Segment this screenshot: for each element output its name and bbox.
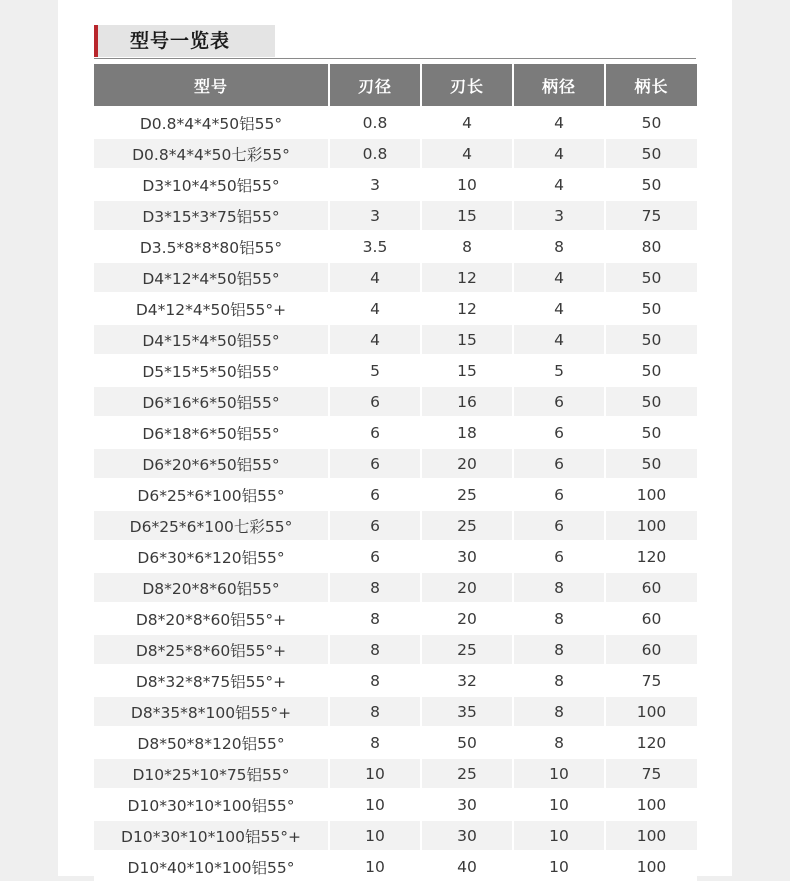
cell-model: D3*15*3*75铝55°	[94, 200, 329, 231]
cell-blade-length: 32	[421, 665, 513, 696]
cell-shank-diameter: 4	[513, 169, 605, 200]
cell-model: D3.5*8*8*80铝55°	[94, 231, 329, 262]
cell-blade-length: 35	[421, 696, 513, 727]
cell-blade-length: 18	[421, 417, 513, 448]
cell-blade-diameter: 10	[329, 820, 421, 851]
cell-blade-length: 25	[421, 510, 513, 541]
table-row	[94, 603, 697, 634]
cell-blade-diameter: 3	[329, 200, 421, 231]
cell-model: D4*12*4*50铝55°+	[94, 293, 329, 324]
table-row	[94, 541, 697, 572]
cell-shank-length: 100	[605, 789, 697, 820]
cell-shank-length: 50	[605, 324, 697, 355]
cell-shank-diameter: 3	[513, 200, 605, 231]
table-header-row	[94, 64, 697, 107]
cell-blade-length: 25	[421, 758, 513, 789]
cell-shank-diameter: 4	[513, 293, 605, 324]
cell-shank-length: 100	[605, 479, 697, 510]
cell-blade-length: 4	[421, 107, 513, 138]
cell-shank-diameter: 6	[513, 417, 605, 448]
cell-blade-diameter: 6	[329, 448, 421, 479]
table-row	[94, 293, 697, 324]
cell-shank-diameter: 8	[513, 696, 605, 727]
cell-model: D10*30*10*100铝55°+	[94, 820, 329, 851]
cell-model: D6*18*6*50铝55°	[94, 417, 329, 448]
cell-shank-diameter: 6	[513, 386, 605, 417]
cell-shank-length: 100	[605, 696, 697, 727]
cell-blade-length: 15	[421, 324, 513, 355]
table-row	[94, 262, 697, 293]
cell-shank-length: 75	[605, 200, 697, 231]
cell-blade-diameter: 6	[329, 479, 421, 510]
cell-shank-length: 75	[605, 665, 697, 696]
cell-blade-length: 20	[421, 572, 513, 603]
header-blade-diameter: 刃径	[329, 64, 421, 107]
cell-shank-length: 60	[605, 603, 697, 634]
cell-shank-length: 50	[605, 386, 697, 417]
cell-shank-diameter: 10	[513, 851, 605, 881]
cell-blade-length: 20	[421, 448, 513, 479]
cell-model: D6*16*6*50铝55°	[94, 386, 329, 417]
cell-model: D10*25*10*75铝55°	[94, 758, 329, 789]
cell-shank-length: 50	[605, 355, 697, 386]
cell-blade-diameter: 4	[329, 293, 421, 324]
cell-blade-length: 15	[421, 355, 513, 386]
cell-shank-length: 50	[605, 107, 697, 138]
table-row	[94, 758, 697, 789]
cell-blade-length: 4	[421, 138, 513, 169]
cell-blade-diameter: 8	[329, 665, 421, 696]
cell-model: D8*50*8*120铝55°	[94, 727, 329, 758]
cell-shank-length: 100	[605, 510, 697, 541]
cell-blade-length: 16	[421, 386, 513, 417]
cell-blade-diameter: 4	[329, 262, 421, 293]
cell-blade-diameter: 10	[329, 758, 421, 789]
cell-shank-length: 50	[605, 293, 697, 324]
cell-blade-diameter: 5	[329, 355, 421, 386]
table-row	[94, 386, 697, 417]
header-shank-length: 柄长	[605, 64, 697, 107]
cell-blade-diameter: 8	[329, 727, 421, 758]
cell-shank-diameter: 5	[513, 355, 605, 386]
cell-blade-length: 10	[421, 169, 513, 200]
cell-model: D4*15*4*50铝55°	[94, 324, 329, 355]
cell-model: D6*25*6*100七彩55°	[94, 510, 329, 541]
cell-model: D8*35*8*100铝55°+	[94, 696, 329, 727]
cell-blade-diameter: 0.8	[329, 138, 421, 169]
cell-shank-diameter: 8	[513, 665, 605, 696]
table-row	[94, 510, 697, 541]
cell-blade-diameter: 0.8	[329, 107, 421, 138]
cell-model: D6*20*6*50铝55°	[94, 448, 329, 479]
table-row	[94, 231, 697, 262]
title-box	[94, 25, 275, 57]
cell-blade-diameter: 4	[329, 324, 421, 355]
table-row	[94, 448, 697, 479]
cell-model: D4*12*4*50铝55°	[94, 262, 329, 293]
table-row	[94, 324, 697, 355]
table-row	[94, 169, 697, 200]
cell-shank-diameter: 6	[513, 541, 605, 572]
cell-blade-length: 12	[421, 262, 513, 293]
table-row	[94, 200, 697, 231]
table-row	[94, 138, 697, 169]
cell-shank-length: 75	[605, 758, 697, 789]
table-row	[94, 417, 697, 448]
cell-shank-length: 80	[605, 231, 697, 262]
header-model: 型号	[94, 64, 329, 107]
cell-model: D0.8*4*4*50铝55°	[94, 107, 329, 138]
table-row	[94, 479, 697, 510]
content-page	[58, 0, 732, 876]
cell-shank-length: 50	[605, 169, 697, 200]
cell-blade-length: 30	[421, 820, 513, 851]
cell-model: D8*25*8*60铝55°+	[94, 634, 329, 665]
page-title: 型号一览表	[130, 30, 231, 52]
cell-shank-diameter: 8	[513, 727, 605, 758]
cell-model: D10*40*10*100铝55°	[94, 851, 329, 881]
table-row	[94, 727, 697, 758]
cell-shank-length: 120	[605, 541, 697, 572]
header-blade-length: 刃长	[421, 64, 513, 107]
model-spec-table	[94, 64, 697, 881]
section-header	[94, 25, 696, 59]
cell-shank-diameter: 4	[513, 262, 605, 293]
cell-shank-diameter: 4	[513, 324, 605, 355]
table-row	[94, 355, 697, 386]
cell-model: D6*25*6*100铝55°	[94, 479, 329, 510]
cell-model: D8*32*8*75铝55°+	[94, 665, 329, 696]
table-row	[94, 665, 697, 696]
cell-shank-diameter: 10	[513, 758, 605, 789]
cell-blade-length: 25	[421, 479, 513, 510]
cell-shank-diameter: 6	[513, 510, 605, 541]
cell-shank-diameter: 8	[513, 634, 605, 665]
cell-blade-length: 30	[421, 541, 513, 572]
cell-shank-length: 50	[605, 448, 697, 479]
table-row	[94, 572, 697, 603]
cell-blade-diameter: 6	[329, 510, 421, 541]
cell-shank-length: 100	[605, 851, 697, 881]
cell-blade-diameter: 8	[329, 603, 421, 634]
cell-blade-diameter: 6	[329, 541, 421, 572]
cell-model: D6*30*6*120铝55°	[94, 541, 329, 572]
cell-blade-diameter: 10	[329, 789, 421, 820]
cell-blade-length: 15	[421, 200, 513, 231]
cell-model: D5*15*5*50铝55°	[94, 355, 329, 386]
cell-shank-diameter: 8	[513, 572, 605, 603]
table-row	[94, 107, 697, 138]
cell-shank-diameter: 6	[513, 479, 605, 510]
table-row	[94, 820, 697, 851]
cell-shank-diameter: 10	[513, 820, 605, 851]
cell-shank-diameter: 4	[513, 107, 605, 138]
cell-shank-length: 50	[605, 138, 697, 169]
cell-shank-length: 50	[605, 262, 697, 293]
table-body	[94, 107, 697, 881]
cell-shank-length: 100	[605, 820, 697, 851]
cell-shank-length: 50	[605, 417, 697, 448]
table-row	[94, 696, 697, 727]
cell-blade-diameter: 6	[329, 386, 421, 417]
cell-blade-length: 40	[421, 851, 513, 881]
cell-model: D8*20*8*60铝55°+	[94, 603, 329, 634]
cell-blade-length: 20	[421, 603, 513, 634]
cell-shank-length: 60	[605, 572, 697, 603]
cell-blade-diameter: 3	[329, 169, 421, 200]
cell-shank-diameter: 8	[513, 231, 605, 262]
table-row	[94, 634, 697, 665]
cell-model: D3*10*4*50铝55°	[94, 169, 329, 200]
header-shank-diameter: 柄径	[513, 64, 605, 107]
cell-blade-diameter: 8	[329, 634, 421, 665]
cell-model: D0.8*4*4*50七彩55°	[94, 138, 329, 169]
cell-model: D8*20*8*60铝55°	[94, 572, 329, 603]
cell-blade-length: 8	[421, 231, 513, 262]
cell-blade-diameter: 6	[329, 417, 421, 448]
cell-shank-length: 120	[605, 727, 697, 758]
table-row	[94, 851, 697, 881]
cell-shank-diameter: 4	[513, 138, 605, 169]
cell-blade-diameter: 8	[329, 696, 421, 727]
table-row	[94, 789, 697, 820]
cell-shank-diameter: 10	[513, 789, 605, 820]
cell-blade-length: 12	[421, 293, 513, 324]
cell-blade-diameter: 8	[329, 572, 421, 603]
cell-shank-length: 60	[605, 634, 697, 665]
cell-blade-length: 30	[421, 789, 513, 820]
cell-model: D10*30*10*100铝55°	[94, 789, 329, 820]
cell-blade-length: 25	[421, 634, 513, 665]
cell-blade-diameter: 3.5	[329, 231, 421, 262]
cell-shank-diameter: 8	[513, 603, 605, 634]
cell-blade-diameter: 10	[329, 851, 421, 881]
cell-shank-diameter: 6	[513, 448, 605, 479]
cell-blade-length: 50	[421, 727, 513, 758]
